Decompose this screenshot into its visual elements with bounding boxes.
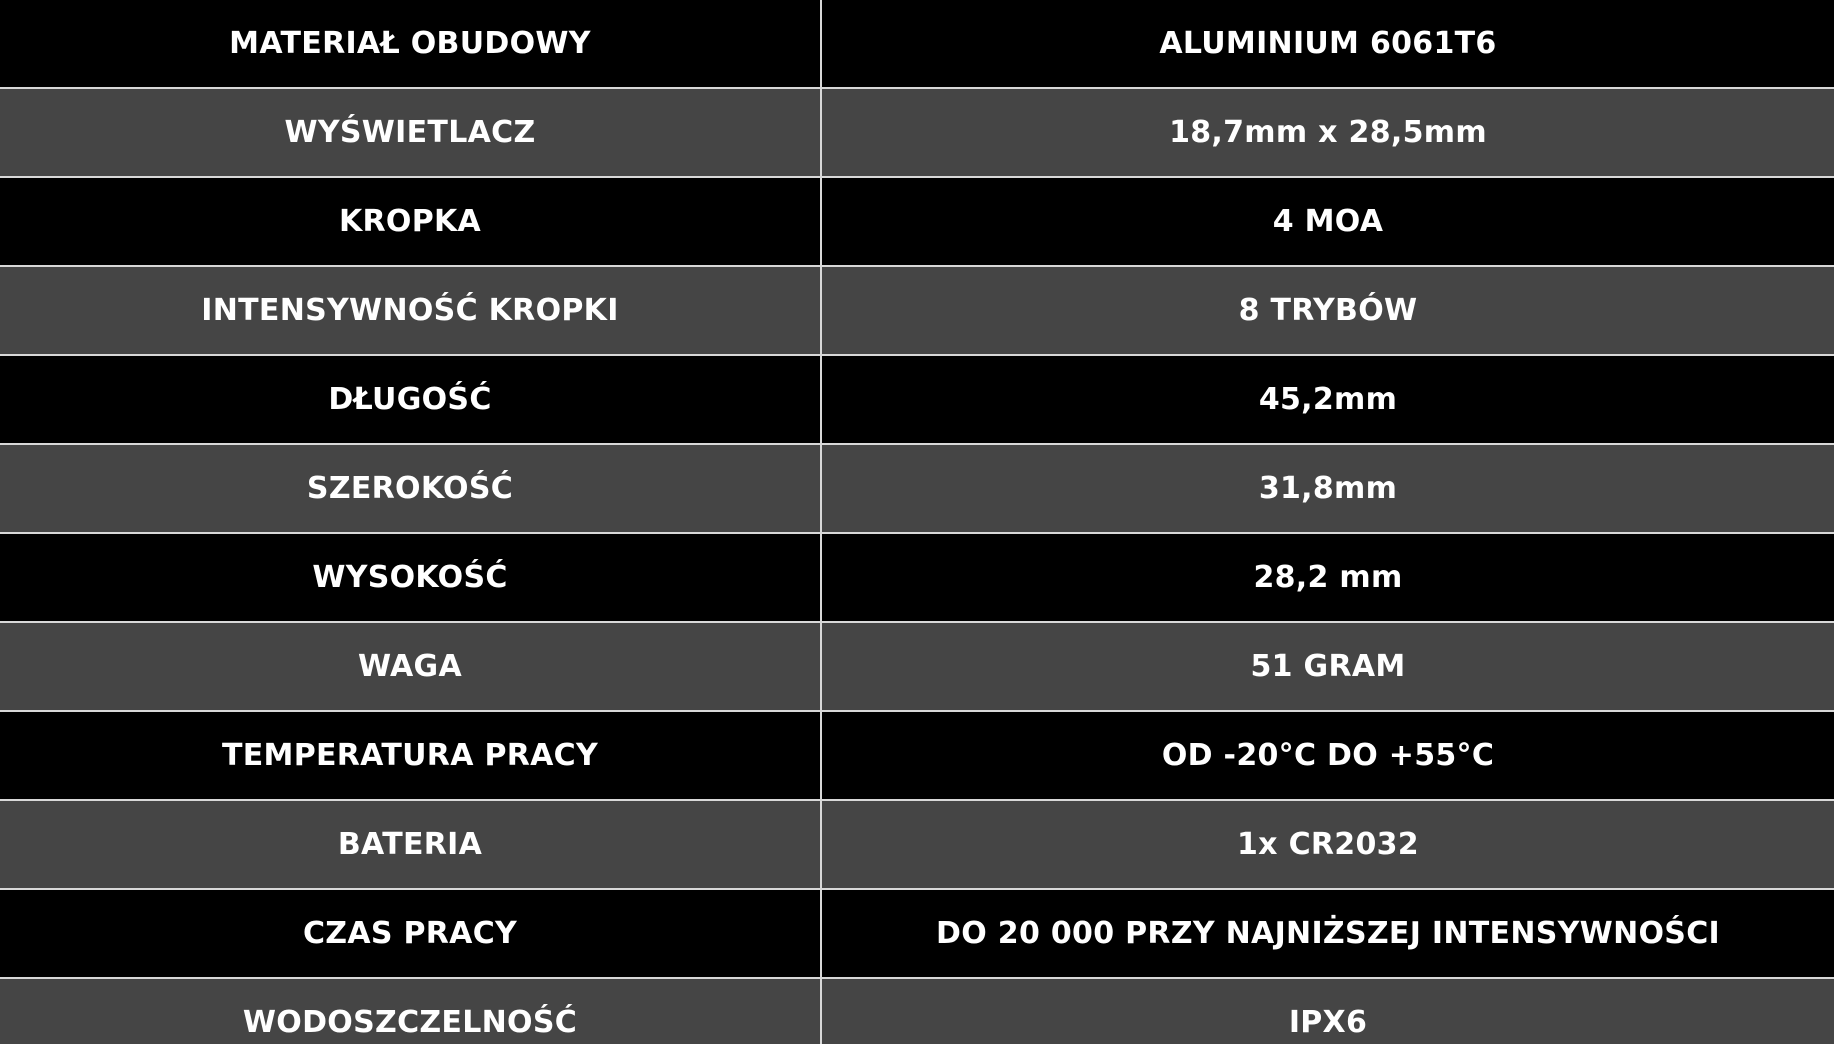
- spec-label-waterproofing: WODOSZCZELNOŚĆ: [0, 978, 821, 1044]
- spec-label-operating-temperature: TEMPERATURA PRACY: [0, 711, 821, 800]
- spec-value-width: 31,8mm: [821, 444, 1834, 533]
- spec-value-dot-intensity: 8 TRYBÓW: [821, 266, 1834, 355]
- spec-label-display: WYŚWIETLACZ: [0, 88, 821, 177]
- table-row: [0, 711, 1834, 800]
- table-row: [0, 978, 1834, 1044]
- spec-label-length: DŁUGOŚĆ: [0, 355, 821, 444]
- table-row: [0, 0, 1834, 88]
- spec-label-weight: WAGA: [0, 622, 821, 711]
- spec-label-width: SZEROKOŚĆ: [0, 444, 821, 533]
- table-row: [0, 533, 1834, 622]
- spec-value-operating-temperature: OD -20°C DO +55°C: [821, 711, 1834, 800]
- spec-value-dot: 4 MOA: [821, 177, 1834, 266]
- table-row: [0, 800, 1834, 889]
- spec-value-battery: 1x CR2032: [821, 800, 1834, 889]
- spec-label-dot-intensity: INTENSYWNOŚĆ KROPKI: [0, 266, 821, 355]
- spec-label-dot: KROPKA: [0, 177, 821, 266]
- spec-label-battery: BATERIA: [0, 800, 821, 889]
- spec-label-runtime: CZAS PRACY: [0, 889, 821, 978]
- table-row: [0, 622, 1834, 711]
- table-row: [0, 88, 1834, 177]
- table-row: [0, 266, 1834, 355]
- table-row: [0, 444, 1834, 533]
- table-row: [0, 355, 1834, 444]
- spec-value-display: 18,7mm x 28,5mm: [821, 88, 1834, 177]
- spec-value-weight: 51 GRAM: [821, 622, 1834, 711]
- spec-value-length: 45,2mm: [821, 355, 1834, 444]
- spec-label-material: MATERIAŁ OBUDOWY: [0, 0, 821, 88]
- spec-value-waterproofing: IPX6: [821, 978, 1834, 1044]
- table-row: [0, 177, 1834, 266]
- table-row: [0, 889, 1834, 978]
- spec-value-height: 28,2 mm: [821, 533, 1834, 622]
- spec-value-runtime: DO 20 000 PRZY NAJNIŻSZEJ INTENSYWNOŚCI: [821, 889, 1834, 978]
- spec-value-material: ALUMINIUM 6061T6: [821, 0, 1834, 88]
- spec-label-height: WYSOKOŚĆ: [0, 533, 821, 622]
